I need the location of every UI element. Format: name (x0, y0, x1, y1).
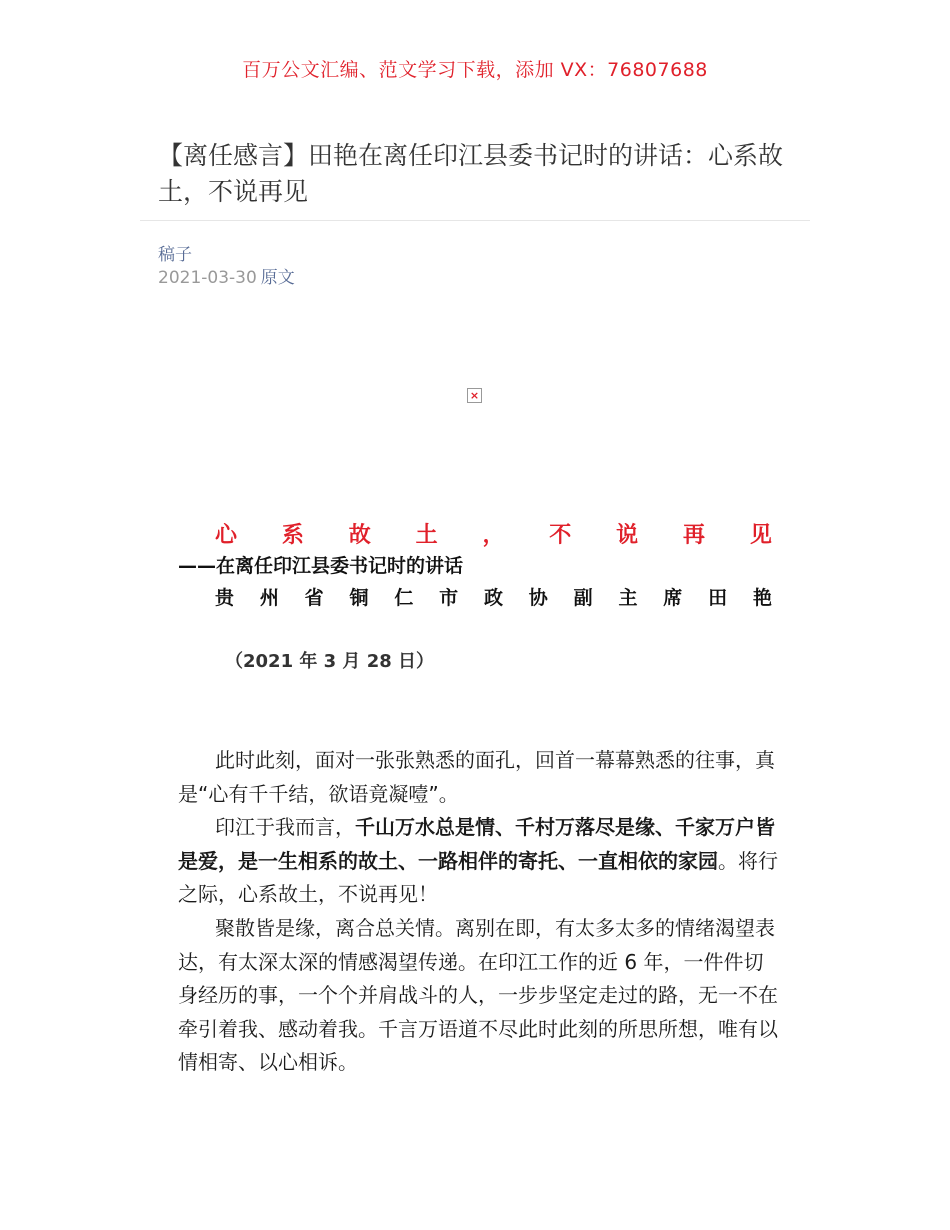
heading-char: 心 (215, 523, 238, 548)
heading-char: 见 (749, 523, 772, 548)
speaker-char: 艳 (752, 587, 772, 609)
speaker-line (215, 583, 772, 610)
red-heading (215, 518, 772, 549)
speaker-char: 省 (304, 587, 324, 609)
article-meta (158, 263, 295, 288)
speaker-char: 协 (528, 587, 548, 609)
speech-subtitle: ——在离任印江县委书记时的讲话 (178, 555, 464, 577)
heading-char: 不 (549, 523, 572, 548)
heading-char: 再 (683, 523, 706, 548)
speaker-char: 贵 (215, 587, 235, 609)
article-body (178, 744, 778, 1080)
title-divider (140, 220, 810, 221)
paragraph-2-lead: 印江于我而言， (215, 815, 355, 840)
paragraph-2-bold: 千山万水总是情、千村万落尽是缘、千家万户皆是爱，是一生相系的故土、一路相伴的寄托、一直相依的家园 (178, 815, 775, 873)
source-link[interactable]: 原文 (260, 268, 295, 288)
speaker-char: 席 (663, 587, 683, 609)
promo-banner: 百万公文汇编、范文学习下载，添加 VX：76807688 (242, 59, 708, 81)
heading-char: 系 (281, 523, 304, 548)
heading-char: ， (482, 523, 505, 548)
article-title: 【离任感言】田艳在离任印江县委书记时的讲话：心系故土，不说再见 (158, 141, 784, 206)
speaker-char: 副 (573, 587, 593, 609)
speaker-char: 政 (483, 587, 503, 609)
speaker-char: 仁 (394, 587, 414, 609)
heading-char: 说 (616, 523, 639, 548)
paragraph-2 (178, 811, 778, 912)
speech-date: （2021 年 3 月 28 日） (225, 651, 435, 672)
paragraph-2-tail: 。将行之际，心系故土，不说再见！ (178, 848, 778, 907)
heading-char: 故 (348, 523, 371, 548)
speaker-char: 主 (618, 587, 638, 609)
speaker-char: 州 (259, 587, 279, 609)
author-link[interactable]: 稿子 (158, 245, 192, 265)
broken-image-icon: × (467, 388, 482, 403)
speaker-char: 铜 (349, 587, 369, 609)
paragraph-1: 此时此刻，面对一张张熟悉的面孔，回首一幕幕熟悉的往事，真是“心有千千结，欲语竟凝噎”。 (178, 748, 775, 806)
publish-date: 2021-03-30 (158, 268, 257, 288)
paragraph-3: 聚散皆是缘，离合总关情。离别在即，有太多太多的情绪渴望表达，有太深太深的情感渴望传递。在印江工作的近 6 年，一件件切身经历的事，一个个并肩战斗的人，一步步坚定走过的路，无一不在牵引着我、感动着我。千言万语道不尽此时此刻的所思所想，唯有以情相寄、以心相诉。 (178, 915, 778, 1075)
speaker-char: 田 (708, 587, 728, 609)
speaker-char: 市 (439, 587, 459, 609)
heading-char: 土 (415, 523, 438, 548)
